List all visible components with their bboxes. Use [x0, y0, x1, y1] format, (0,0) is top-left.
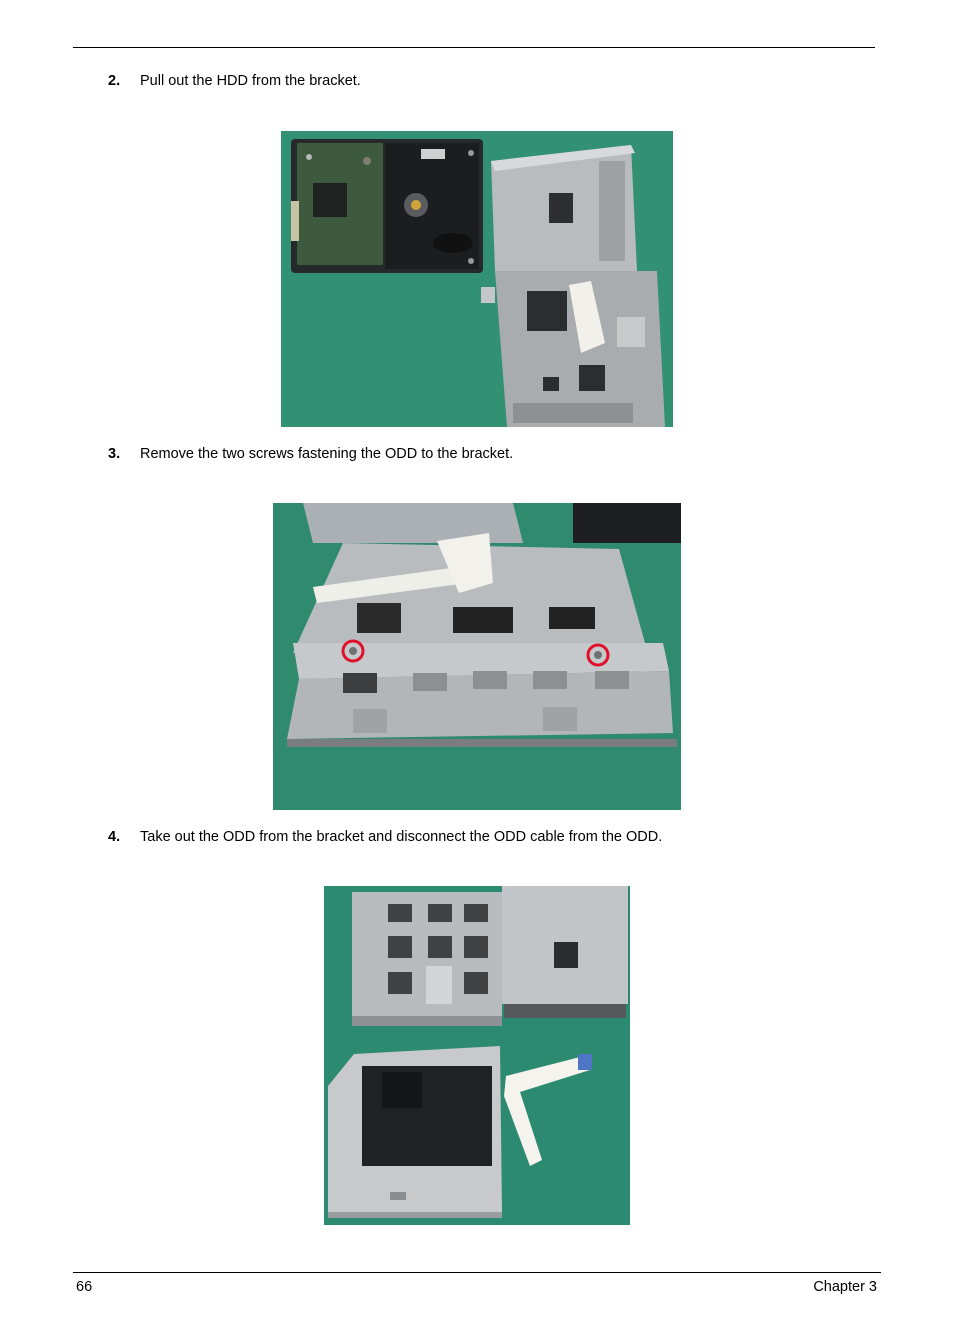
chapter-label: Chapter 3 — [813, 1279, 877, 1295]
hdd-drive — [291, 139, 483, 273]
photo-hdd-removed — [281, 131, 673, 427]
step-number: 2. — [108, 73, 121, 89]
step-2 — [108, 72, 361, 90]
header-rule — [73, 47, 875, 48]
photo-odd-screws — [273, 503, 681, 810]
step-number: 3. — [108, 446, 121, 462]
photo-odd-removed — [324, 886, 630, 1225]
step-number: 4. — [108, 829, 121, 845]
empty-bracket — [352, 886, 628, 1026]
step-text: Remove the two screws fastening the ODD to the bracket. — [140, 446, 514, 462]
page-number: 66 — [76, 1279, 93, 1295]
step-3 — [108, 445, 513, 463]
odd-drive — [328, 1046, 502, 1218]
step-4 — [108, 828, 662, 846]
footer-rule — [73, 1272, 881, 1273]
step-text: Pull out the HDD from the bracket. — [140, 73, 361, 89]
step-text: Take out the ODD from the bracket and disconnect the ODD cable from the ODD. — [140, 829, 663, 845]
